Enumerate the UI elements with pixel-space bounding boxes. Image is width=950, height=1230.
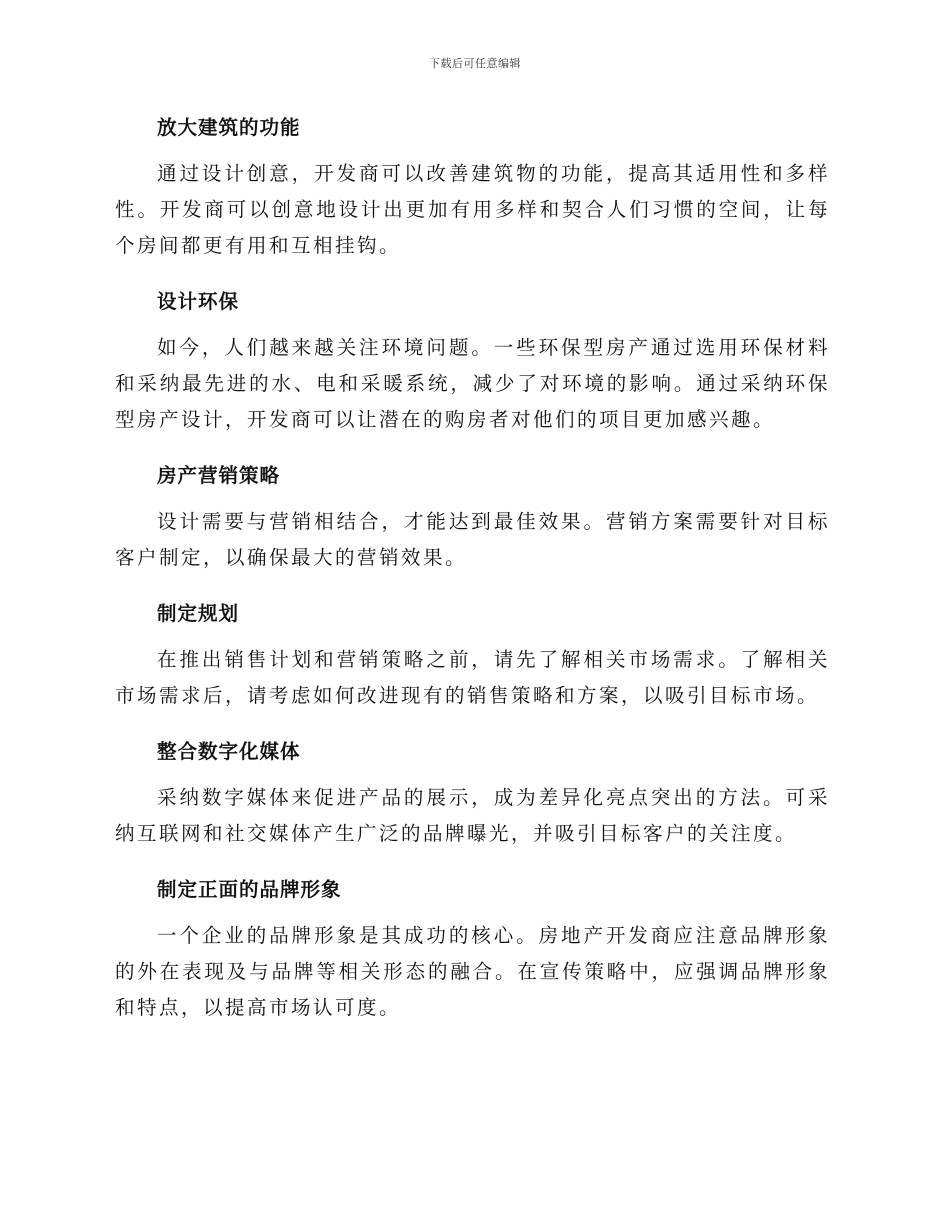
- section-building-function: [115, 110, 830, 264]
- section-digital-media: [115, 734, 830, 852]
- section-paragraph: 如今，人们越来越关注环境问题。一些环保型房产通过选用环保材料和采纳最先进的水、电和采暖系统，减少了对环境的影响。通过采纳环保型房产设计，开发商可以让潜在的购房者对他们的项目更加感兴趣。: [115, 336, 830, 431]
- section-paragraph: 设计需要与营销相结合，才能达到最佳效果。营销方案需要针对目标客户制定，以确保最大的营销效果。: [115, 510, 830, 569]
- document-body: [115, 110, 830, 1046]
- section-planning: [115, 596, 830, 714]
- section-marketing-strategy: [115, 458, 830, 576]
- section-paragraph: 采纳数字媒体来促进产品的展示，成为差异化亮点突出的方法。可采纳互联网和社交媒体产生广泛的品牌曝光，并吸引目标客户的关注度。: [115, 786, 830, 845]
- section-heading: 设计环保: [157, 290, 240, 313]
- section-paragraph: 一个企业的品牌形象是其成功的核心。房地产开发商应注意品牌形象的外在表现及与品牌等相关形态的融合。在宣传策略中，应强调品牌形象和特点，以提高市场认可度。: [115, 924, 830, 1019]
- section-eco-design: [115, 284, 830, 438]
- section-heading: 房产营销策略: [157, 464, 281, 487]
- section-heading: 制定正面的品牌形象: [157, 878, 342, 901]
- section-paragraph: 在推出销售计划和营销策略之前，请先了解相关市场需求。了解相关市场需求后，请考虑如何改进现有的销售策略和方案，以吸引目标市场。: [115, 648, 830, 707]
- page-header-note: 下载后可任意编辑: [429, 57, 521, 70]
- section-heading: 放大建筑的功能: [157, 116, 301, 139]
- section-brand-image: [115, 872, 830, 1026]
- section-heading: 整合数字化媒体: [157, 740, 301, 763]
- section-heading: 制定规划: [157, 602, 240, 625]
- section-paragraph: 通过设计创意，开发商可以改善建筑物的功能，提高其适用性和多样性。开发商可以创意地设计出更加有用多样和契合人们习惯的空间，让每个房间都更有用和互相挂钩。: [115, 162, 830, 257]
